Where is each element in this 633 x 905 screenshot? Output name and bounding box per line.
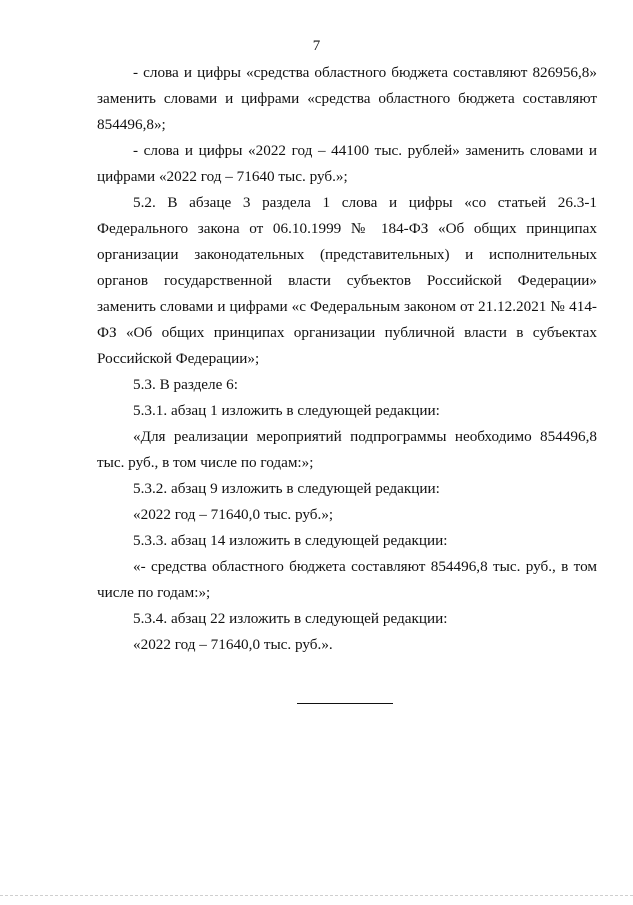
scan-edge-line [0, 895, 633, 896]
paragraph-5-3-3-text: «- средства областного бюджета составляют 854496,8 тыс. руб., в том числе по годам:»; [97, 558, 597, 601]
document-body [97, 60, 597, 658]
paragraph-budget-words-1: - слова и цифры «средства областного бюджета составляют 826956,8» заменить словами и цифрами «средства областного бюджета составляют 854496,8»; [97, 64, 597, 133]
paragraph-5-3-2: 5.3.2. абзац 9 изложить в следующей редакции: [133, 480, 440, 497]
paragraph-5-3-2-text: «2022 год – 71640,0 тыс. руб.»; [133, 506, 334, 523]
paragraph-5-3-4-text: «2022 год – 71640,0 тыс. руб.». [133, 636, 333, 653]
paragraph-5-3-1: 5.3.1. абзац 1 изложить в следующей редакции: [133, 402, 440, 419]
page-number: 7 [312, 38, 321, 54]
paragraph-5-3-1-text: «Для реализации мероприятий подпрограммы необходимо 854496,8 тыс. руб., в том числе по годам:»; [97, 428, 597, 471]
paragraph-5-3-3: 5.3.3. абзац 14 изложить в следующей редакции: [133, 532, 448, 549]
paragraph-budget-words-2: - слова и цифры «2022 год – 44100 тыс. рублей» заменить словами и цифрами «2022 год – 71640 тыс. руб.»; [97, 142, 597, 185]
closing-rule [297, 703, 393, 704]
paragraph-5-3: 5.3. В разделе 6: [133, 376, 238, 393]
paragraph-5-2: 5.2. В абзаце 3 раздела 1 слова и цифры «со статьей 26.3-1 Федерального закона от 06.10.1999 № 184-ФЗ «Об общих принципах организации законодательных (представительных) и исполнительных органов государственной власти субъектов Российской Федерации» заменить словами и цифрами «с Федеральным законом от 21.12.2021 № 414-ФЗ «Об общих принципах организации публичной власти в субъектах Российской Федерации»; [97, 194, 597, 367]
paragraph-5-3-4: 5.3.4. абзац 22 изложить в следующей редакции: [133, 610, 448, 627]
